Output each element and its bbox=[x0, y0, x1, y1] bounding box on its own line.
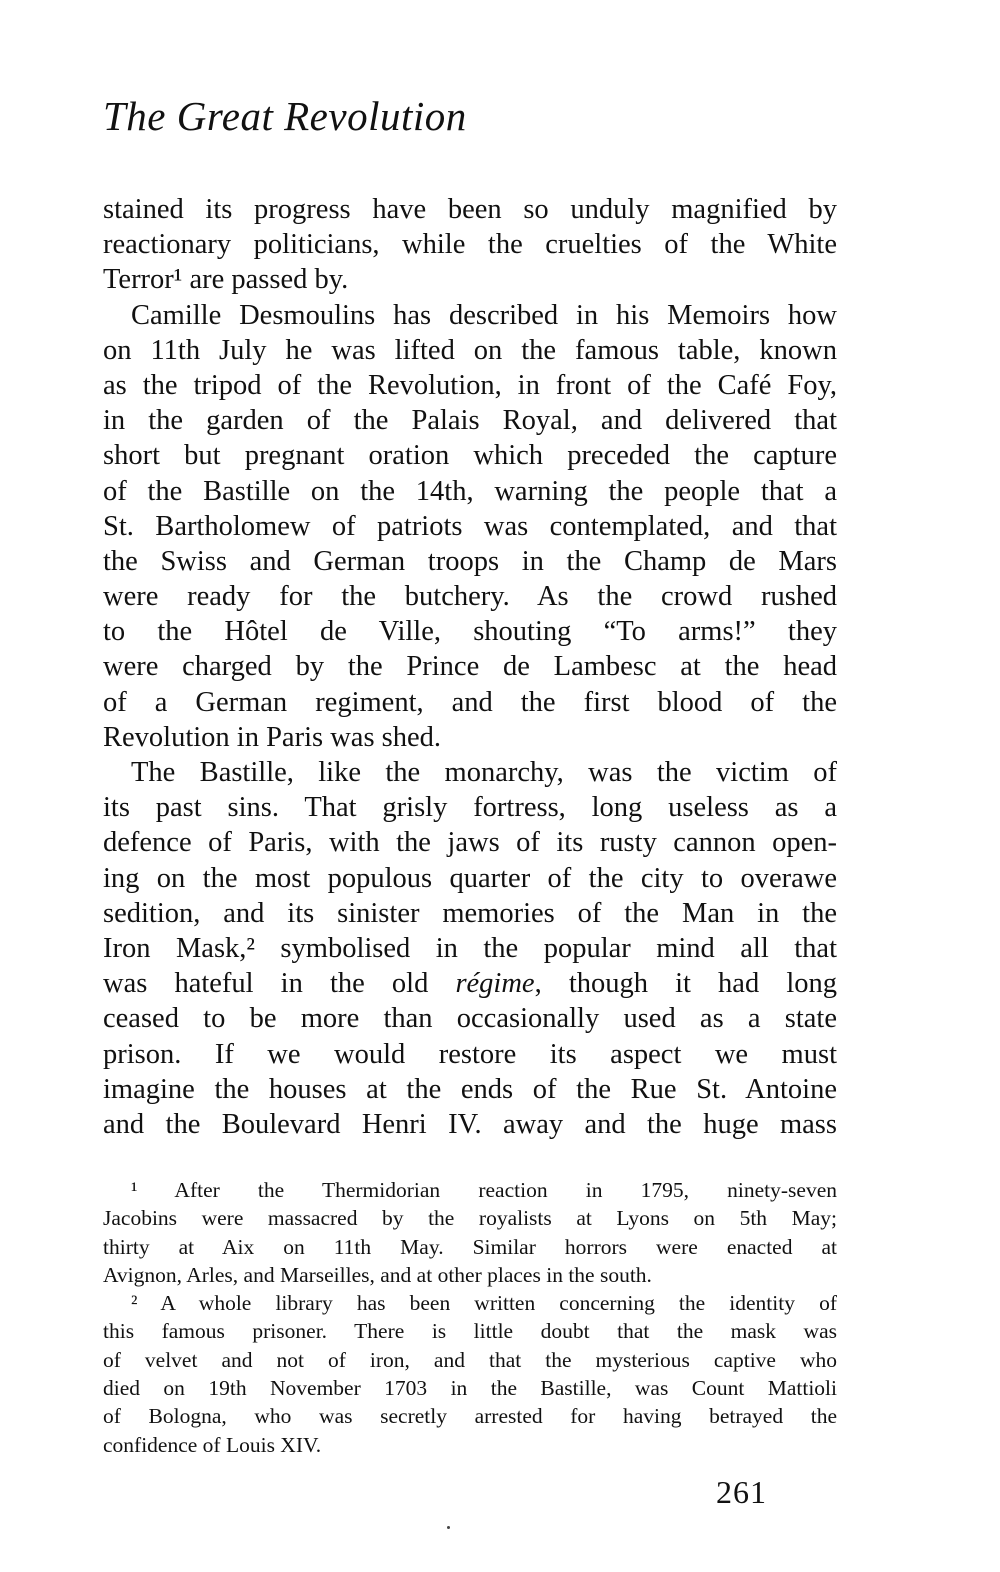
body-line bbox=[103, 825, 837, 860]
body-line bbox=[103, 614, 837, 649]
line-text: sedition, and its sinister memories of the Man in the bbox=[103, 897, 837, 929]
line-text: to the Hôtel de Ville, shouting “To arms!” they bbox=[103, 616, 837, 648]
body-line bbox=[103, 649, 837, 684]
line-text: Jacobins were massacred by the royalists at Lyons on 5th May; bbox=[103, 1206, 837, 1231]
footnote-line bbox=[103, 1289, 837, 1317]
footnote-line bbox=[103, 1431, 837, 1459]
body-line bbox=[103, 896, 837, 931]
line-text: were ready for the butchery. As the crowd rushed bbox=[103, 581, 837, 613]
body-line bbox=[103, 1072, 837, 1107]
body-line bbox=[103, 1107, 837, 1142]
body-line bbox=[103, 685, 837, 720]
line-text: Revolution in Paris was shed. bbox=[103, 721, 442, 753]
body-text bbox=[103, 192, 837, 1142]
body-line bbox=[103, 1001, 837, 1036]
line-text: the Swiss and German troops in the Champ de Mars bbox=[103, 545, 837, 577]
footnote-line bbox=[103, 1233, 837, 1261]
line-text: confidence of Louis XIV. bbox=[103, 1432, 322, 1457]
body-line bbox=[103, 262, 837, 297]
line-text: ¹ After the Thermidorian reaction in 1795, ninety-seven bbox=[131, 1178, 837, 1202]
footnote-line bbox=[103, 1176, 837, 1204]
body-line bbox=[103, 298, 837, 333]
line-text: its past sins. That grisly fortress, long useless as a bbox=[103, 792, 837, 824]
line-text: , though it had long bbox=[534, 968, 837, 1000]
line-text: ing on the most populous quarter of the city to overawe bbox=[103, 862, 837, 894]
line-text: ² A whole library has been written concerning the identity of bbox=[131, 1291, 837, 1316]
line-text: on 11th July he was lifted on the famous table, known bbox=[103, 334, 837, 366]
line-text: Iron Mask,² symbolised in the popular mind all that bbox=[103, 932, 837, 964]
body-line bbox=[103, 227, 837, 262]
line-text: stained its progress have been so unduly magnified by bbox=[103, 194, 837, 225]
line-text: reactionary politicians, while the cruelties of the White bbox=[103, 229, 837, 261]
line-text: short but pregnant oration which preceded the capture bbox=[103, 440, 837, 472]
line-text: Terror¹ are passed by. bbox=[103, 264, 349, 296]
line-text: and the Boulevard Henri IV. away and the huge mass bbox=[103, 1108, 837, 1140]
body-line bbox=[103, 861, 837, 896]
footnote-line bbox=[103, 1374, 837, 1402]
line-text: of a German regiment, and the first blood of the bbox=[103, 686, 837, 718]
line-text: in the garden of the Palais Royal, and delivered that bbox=[103, 405, 837, 437]
line-text: as the tripod of the Revolution, in front of the Café Foy, bbox=[103, 369, 837, 401]
line-text: was hateful in the old bbox=[103, 968, 456, 1000]
body-line bbox=[103, 931, 837, 966]
footnote-line bbox=[103, 1261, 837, 1289]
line-text: died on 19th November 1703 in the Bastille, was Count Mattioli bbox=[103, 1376, 837, 1401]
body-line bbox=[103, 509, 837, 544]
line-text: this famous prisoner. There is little doubt that the mask was bbox=[103, 1319, 837, 1344]
line-text: of Bologna, who was secretly arrested for having betrayed the bbox=[103, 1404, 837, 1429]
body-line bbox=[103, 403, 837, 438]
line-text: of the Bastille on the 14th, warning the people that a bbox=[103, 475, 837, 507]
body-line bbox=[103, 790, 837, 825]
italic-word: régime bbox=[455, 968, 535, 1000]
line-text: imagine the houses at the ends of the Rue St. Antoine bbox=[103, 1073, 837, 1105]
line-text: ceased to be more than occasionally used as a state bbox=[103, 1003, 837, 1035]
line-text: Camille Desmoulins has described in his Memoirs how bbox=[131, 299, 837, 331]
running-title: The Great Revolution bbox=[103, 93, 467, 139]
body-line bbox=[103, 333, 837, 368]
line-text: were charged by the Prince de Lambesc at the head bbox=[103, 651, 837, 683]
body-line bbox=[103, 438, 837, 473]
footnote-line bbox=[103, 1346, 837, 1374]
line-text: of velvet and not of iron, and that the mysterious captive who bbox=[103, 1347, 837, 1372]
body-line bbox=[103, 544, 837, 579]
line-text: prison. If we would restore its aspect we must bbox=[103, 1038, 837, 1070]
line-text: defence of Paris, with the jaws of its rusty cannon open- bbox=[103, 827, 837, 859]
line-text: The Bastille, like the monarchy, was the victim of bbox=[131, 757, 837, 788]
footnote-line bbox=[103, 1317, 837, 1345]
line-text: thirty at Aix on 11th May. Similar horrors were enacted at bbox=[103, 1234, 837, 1259]
body-line bbox=[103, 579, 837, 614]
line-text: St. Bartholomew of patriots was contemplated, and that bbox=[103, 510, 837, 542]
body-line bbox=[103, 474, 837, 509]
page-number: 261 bbox=[716, 1474, 767, 1510]
body-line bbox=[103, 720, 837, 755]
footnote-line bbox=[103, 1204, 837, 1232]
body-line bbox=[103, 755, 837, 790]
footnotes bbox=[103, 1176, 837, 1459]
line-text: Avignon, Arles, and Marseilles, and at other places in the south. bbox=[103, 1262, 652, 1287]
print-speck bbox=[447, 1526, 450, 1529]
body-line bbox=[103, 1037, 837, 1072]
body-line bbox=[103, 966, 837, 1001]
body-line bbox=[103, 368, 837, 403]
body-line bbox=[103, 192, 837, 227]
footnote-line bbox=[103, 1402, 837, 1430]
